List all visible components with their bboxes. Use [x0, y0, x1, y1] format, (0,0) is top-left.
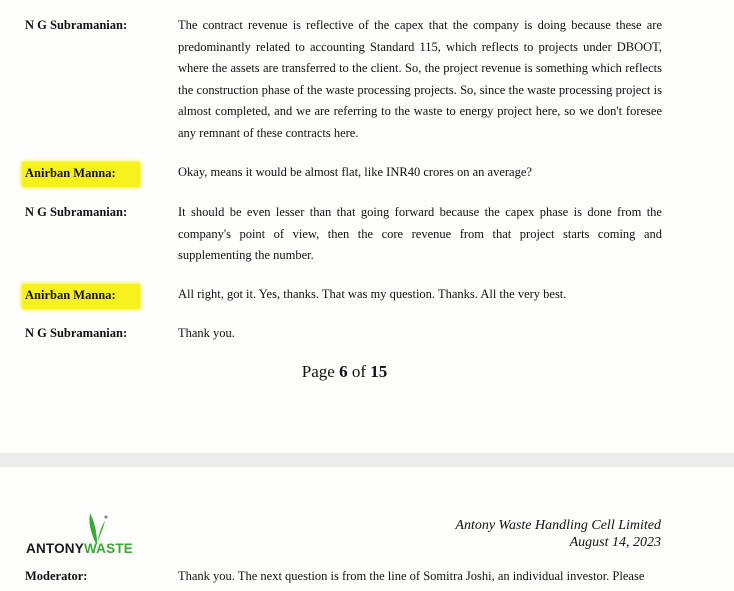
company-logo [26, 511, 166, 563]
leaf-sprout-icon [82, 511, 112, 545]
page-number: Page 6 of 15 [301, 362, 388, 381]
page-separator [0, 453, 734, 467]
speaker-remark: Thank you. The next question is from the line of Somitra Joshi, an individual investor. Please [178, 569, 645, 583]
speaker-name: Moderator: [25, 569, 88, 583]
speaker-remark: The contract revenue is reflective of the capex that the company is doing because these are predominantly related to accounting Standard 115, which reflects to projects under DBOOT, where the assets are transferred to the client. So, the project revenue is something which reflects the construction phase of the waste processing projects. So, since the waste processing project is almost completed, and we are referring to the waste to energy project here, so we don't foresee any remnant of these contracts here. [178, 18, 662, 140]
document-header [455, 517, 661, 551]
call-date: August 14, 2023 [569, 535, 661, 550]
speaker-remark: Thank you. [178, 326, 235, 340]
speaker-name: N G Subramanian: [25, 18, 128, 32]
speaker-name-highlighted: Anirban Manna: [22, 284, 140, 309]
logo-text-waste: WASTE [83, 541, 133, 556]
speaker-name-highlighted: Anirban Manna: [22, 162, 140, 187]
transcript-page-7 [0, 467, 734, 591]
logo-text-antony: ANTONY [26, 541, 84, 556]
speaker-remark: Okay, means it would be almost flat, like INR40 crores on an average? [178, 165, 532, 179]
speaker-remark: It should be even lesser than that going forward because the capex phase is done from the company's point of view, then the core revenue from that project starts coming and supplementing the number. [178, 205, 662, 262]
speaker-remark: All right, got it. Yes, thanks. That was my question. Thanks. All the very best. [178, 287, 567, 301]
speaker-name: N G Subramanian: [25, 326, 128, 340]
speaker-name: N G Subramanian: [25, 205, 128, 219]
company-name: Antony Waste Handling Cell Limited [455, 518, 661, 533]
